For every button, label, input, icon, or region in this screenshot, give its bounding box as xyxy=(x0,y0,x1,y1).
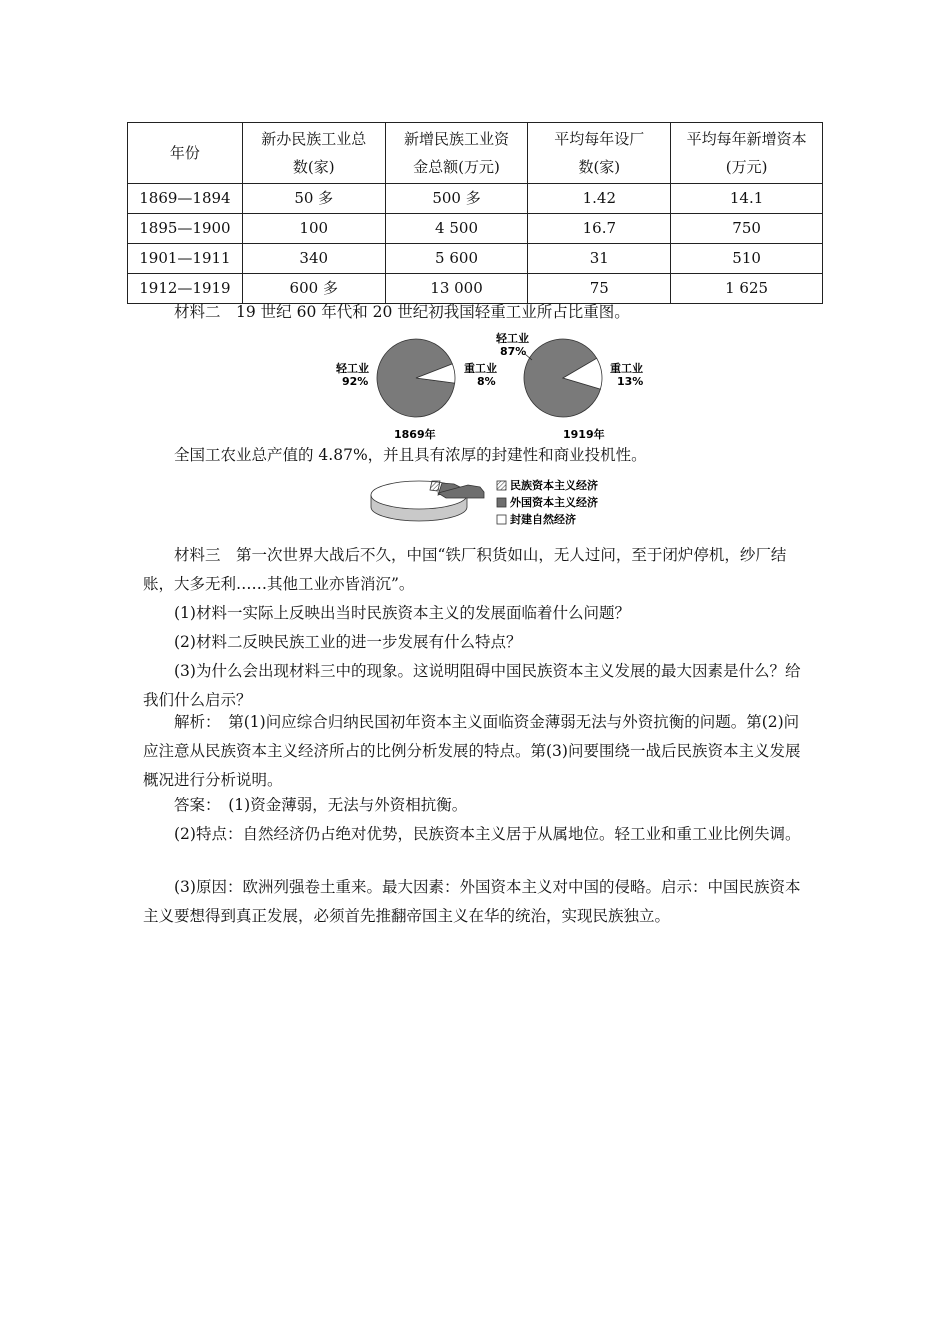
legend-label-national: 民族资本主义经济 xyxy=(510,479,598,492)
table-cell: 14.1 xyxy=(671,184,823,214)
legend-label-foreign: 外国资本主义经济 xyxy=(510,496,598,509)
header-avg-capital: 平均每年新增资本 (万元) xyxy=(671,123,823,184)
table-cell: 500 多 xyxy=(385,184,528,214)
material2-caption: 材料二 19 世纪 60 年代和 20 世纪初我国轻重工业所占比重图。 xyxy=(174,303,630,321)
table-cell: 1895—1900 xyxy=(128,214,243,244)
header-new-capital: 新增民族工业资 金总额(万元) xyxy=(385,123,528,184)
table-row xyxy=(128,214,823,244)
header-year: 年份 xyxy=(128,123,243,184)
legend-label-feudal: 封建自然经济 xyxy=(510,513,576,526)
table-cell: 50 多 xyxy=(242,184,385,214)
pie1-heavy-label: 重工业 xyxy=(464,362,497,375)
pie1-light-value: 92% xyxy=(342,375,369,388)
table-cell: 31 xyxy=(528,244,671,274)
answer-2: (2)特点：自然经济仍占绝对优势，民族资本主义居于从属地位。轻工业和重工业比例失调。 xyxy=(174,825,801,843)
pie1-heavy-value: 8% xyxy=(477,375,496,388)
material3-text: 材料三 第一次世界大战后不久，中国“铁厂积货如山，无人过问，至于闭炉停机，纱厂结账，大多无利……其他工业亦皆消沉”。 xyxy=(143,546,787,593)
analysis-text: 解析： 第(1)问应综合归纳民国初年资本主义面临资金薄弱无法与外资抗衡的问题。第(2)问应注意从民族资本主义经济所占的比例分析发展的特点。第(3)问要围绕一战后民族资本主义发展概况进行分析说明。 xyxy=(143,713,801,789)
legend-swatch-national xyxy=(497,481,506,490)
pie2-heavy-label: 重工业 xyxy=(610,362,643,375)
table-row xyxy=(128,244,823,274)
legend-swatch-foreign xyxy=(497,498,506,507)
question-2: (2)材料二反映民族工业的进一步发展有什么特点？ xyxy=(174,633,522,651)
table-cell: 1901—1911 xyxy=(128,244,243,274)
table-cell: 600 多 xyxy=(242,274,385,304)
table-cell: 16.7 xyxy=(528,214,671,244)
pie2-light-value: 87% xyxy=(500,345,527,358)
pie1-year-label: 1869年 xyxy=(394,428,436,441)
header-new-factories: 新办民族工业总 数(家) xyxy=(242,123,385,184)
pie2-light-label: 轻工业 xyxy=(496,332,529,345)
table-cell: 13 000 xyxy=(385,274,528,304)
table-cell: 1 625 xyxy=(671,274,823,304)
table-header-row xyxy=(128,123,823,184)
table-row xyxy=(128,184,823,214)
question-3: (3)为什么会出现材料三中的现象。这说明阻碍中国民族资本主义发展的最大因素是什么？给我们什么启示？ xyxy=(143,662,801,709)
pie2-heavy-value: 13% xyxy=(617,375,644,388)
table-cell: 1.42 xyxy=(528,184,671,214)
header-avg-factories: 平均每年设厂 数(家) xyxy=(528,123,671,184)
pie1-light-label: 轻工业 xyxy=(336,362,369,375)
answer-3: (3)原因：欧洲列强卷土重来。最大因素：外国资本主义对中国的侵略。启示：中国民族资本主义要想得到真正发展，必须首先推翻帝国主义在华的统治，实现民族独立。 xyxy=(143,878,801,925)
table-cell: 340 xyxy=(242,244,385,274)
table-cell: 4 500 xyxy=(385,214,528,244)
pie-chart-1919 xyxy=(524,339,602,417)
table-cell: 750 xyxy=(671,214,823,244)
table-cell: 100 xyxy=(242,214,385,244)
pie2-year-label: 1919年 xyxy=(563,428,605,441)
table-cell: 5 600 xyxy=(385,244,528,274)
table-cell: 1912—1919 xyxy=(128,274,243,304)
question-1: (1)材料一实际上反映出当时民族资本主义的发展面临着什么问题？ xyxy=(174,604,630,622)
industry-data-table xyxy=(127,122,823,304)
table-cell: 75 xyxy=(528,274,671,304)
legend-swatch-feudal xyxy=(497,515,506,524)
table-cell: 1869—1894 xyxy=(128,184,243,214)
pie-chart-1869 xyxy=(377,339,455,417)
pie3d-slice-national xyxy=(430,481,440,491)
table-cell: 510 xyxy=(671,244,823,274)
economy-composition-pie-chart xyxy=(368,478,628,530)
economy-share-text: 全国工农业总产值的 4.87%，并且具有浓厚的封建性和商业投机性。 xyxy=(174,446,647,464)
industry-ratio-pie-charts xyxy=(330,330,670,442)
answer-1: 答案： (1)资金薄弱，无法与外资相抗衡。 xyxy=(174,796,468,814)
